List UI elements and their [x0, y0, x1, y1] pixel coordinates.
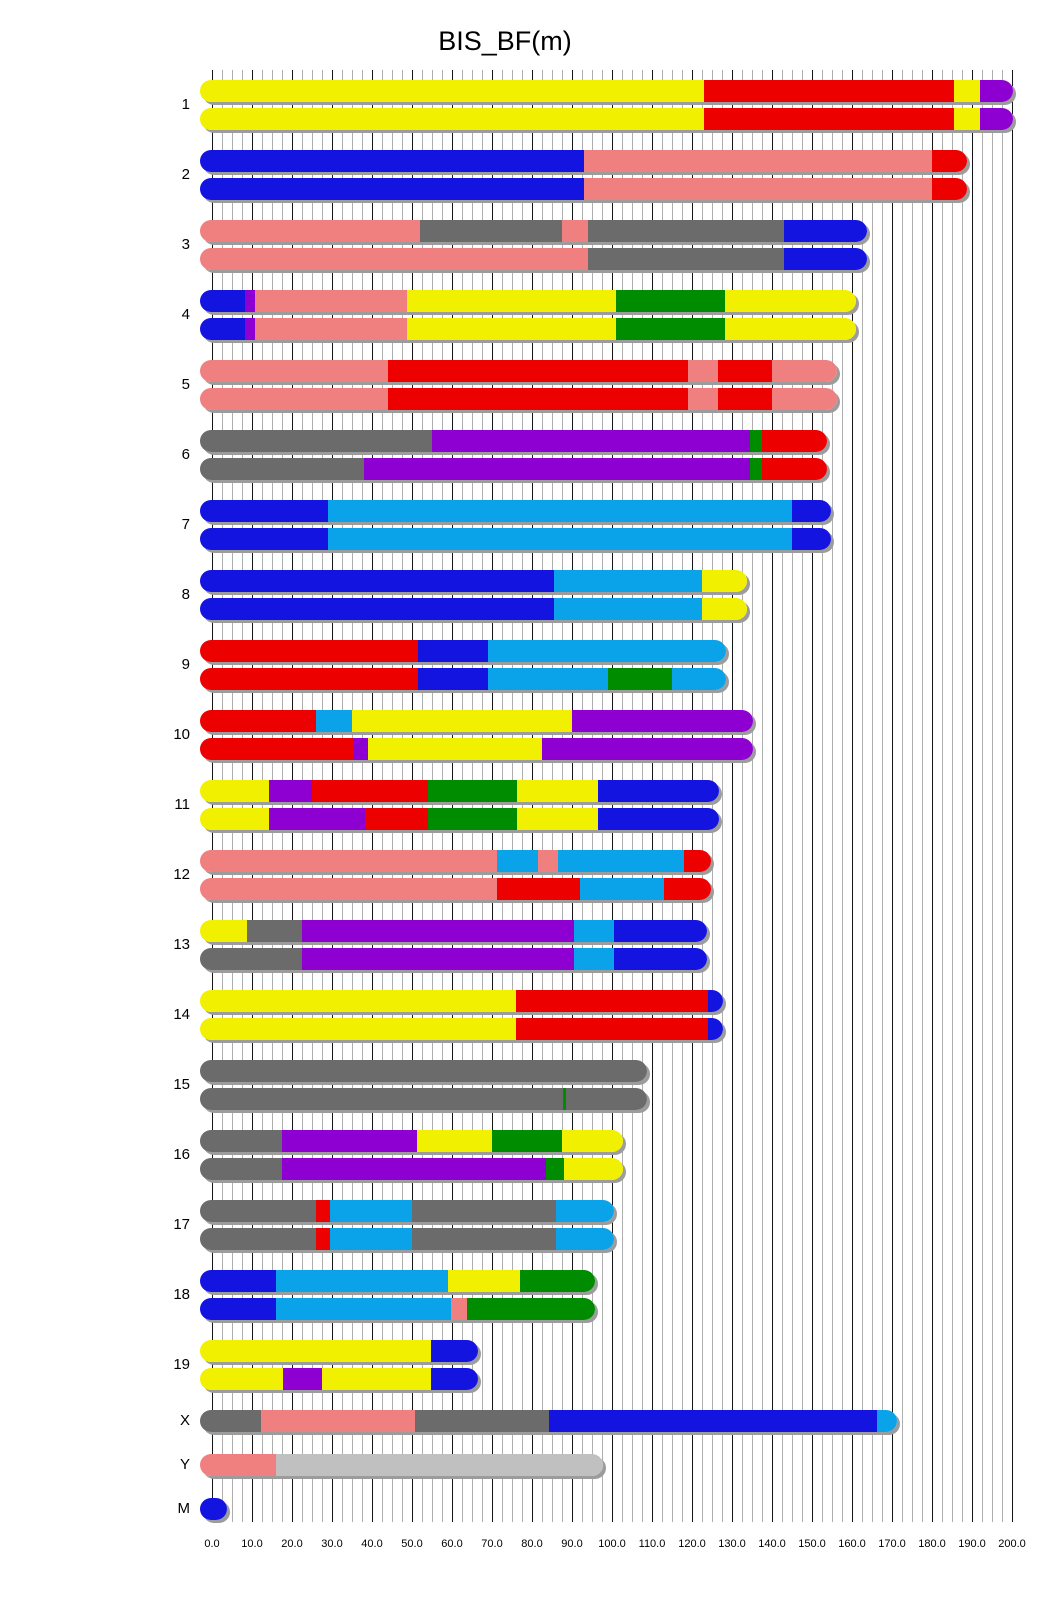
chromosome-segment [417, 1130, 492, 1152]
chromosome-segment [388, 388, 688, 410]
chromosome-label: 8 [181, 586, 190, 603]
chromosome-segment [312, 780, 428, 802]
chromosome-segment [762, 458, 827, 480]
chromosome-bar [200, 1158, 623, 1180]
chromosome-segment [200, 500, 328, 522]
chromosome-segment [200, 388, 388, 410]
minor-gridline [742, 70, 743, 1522]
chromosome-bar [200, 220, 867, 242]
chromosome-segment [574, 920, 614, 942]
minor-gridline [822, 70, 823, 1522]
minor-gridline [862, 70, 863, 1522]
chromosome-segment [554, 598, 702, 620]
chromosome-segment [200, 598, 554, 620]
chromosome-label: M [177, 1500, 190, 1517]
minor-gridline [792, 70, 793, 1522]
chromosome-label: 12 [173, 866, 190, 883]
chromosome-segment [704, 108, 954, 130]
minor-gridline [982, 70, 983, 1522]
chromosome-segment [702, 570, 747, 592]
chromosome-segment [269, 780, 312, 802]
chromosome-segment [200, 738, 354, 760]
major-gridline [812, 70, 813, 1522]
chromosome-segment [200, 220, 420, 242]
chromosome-segment [200, 178, 584, 200]
chromosome-segment [200, 948, 302, 970]
chromosome-segment [932, 178, 967, 200]
chromosome-segment [542, 738, 753, 760]
minor-gridline [872, 70, 873, 1522]
axis-tick-label: 170.0 [878, 1538, 906, 1550]
minor-gridline [912, 70, 913, 1522]
chromosome-segment [407, 318, 616, 340]
axis-tick-label: 130.0 [718, 1538, 746, 1550]
chromosome-segment [497, 850, 538, 872]
chromosome-segment [261, 1410, 415, 1432]
chromosome-segment [200, 1200, 316, 1222]
chromosome-segment [932, 150, 967, 172]
chromosome-bar [200, 108, 1013, 130]
chromosome-segment [247, 920, 302, 942]
chromosome-segment [497, 878, 580, 900]
chromosome-segment [784, 248, 867, 270]
chromosome-label: Y [179, 1456, 190, 1473]
chromosome-segment [588, 220, 784, 242]
chromosome-segment [415, 1410, 549, 1432]
chromosome-bar [200, 1368, 478, 1390]
chromosome-segment [980, 80, 1013, 102]
chromosome-segment [276, 1270, 448, 1292]
chromosome-bar [200, 640, 726, 662]
chromosome-bar [200, 1088, 647, 1110]
chromosome-segment [558, 850, 684, 872]
axis-tick-label: 70.0 [481, 1538, 503, 1550]
chromosome-segment [200, 1018, 516, 1040]
chromosome-segment [276, 1454, 603, 1476]
minor-gridline [962, 70, 963, 1522]
chromosome-bar [200, 1018, 723, 1040]
chromosome-segment [954, 108, 980, 130]
axis-tick-label: 50.0 [401, 1538, 423, 1550]
chromosome-segment [588, 248, 784, 270]
chromosome-segment [564, 1158, 623, 1180]
chromosome-segment [200, 1298, 276, 1320]
chromosome-segment [538, 850, 558, 872]
chromosome-segment [428, 780, 517, 802]
chromosome-segment [200, 1410, 261, 1432]
axis-tick-label: 190.0 [958, 1538, 986, 1550]
chromosome-bar [200, 1228, 614, 1250]
minor-gridline [952, 70, 953, 1522]
chromosome-segment [200, 710, 316, 732]
chromosome-bar [200, 808, 719, 830]
chromosome-segment [672, 668, 726, 690]
chromosome-bar [200, 1060, 647, 1082]
chromosome-segment [418, 668, 488, 690]
chromosome-segment [200, 430, 432, 452]
axis-tick-label: 20.0 [281, 1538, 303, 1550]
minor-gridline [882, 70, 883, 1522]
axis-tick-label: 80.0 [521, 1538, 543, 1550]
chromosome-segment [200, 290, 245, 312]
chromosome-segment [566, 1088, 647, 1110]
chromosome-segment [269, 808, 365, 830]
chromosome-segment [200, 1340, 431, 1362]
chromosome-segment [431, 1340, 478, 1362]
chromosome-label: 10 [173, 726, 190, 743]
chromosome-segment [200, 1270, 276, 1292]
chromosome-segment [556, 1200, 614, 1222]
chromosome-segment [702, 598, 747, 620]
axis-tick-label: 60.0 [441, 1538, 463, 1550]
chromosome-segment [448, 1270, 520, 1292]
chromosome-segment [200, 80, 704, 102]
axis-tick-label: 90.0 [561, 1538, 583, 1550]
minor-gridline [922, 70, 923, 1522]
chromosome-bar [200, 1498, 227, 1520]
chromosome-segment [877, 1410, 897, 1432]
chromosome-label: 2 [181, 166, 190, 183]
chromosome-segment [200, 458, 364, 480]
chromosome-bar [200, 598, 747, 620]
chromosome-label: 14 [173, 1006, 190, 1023]
chromosome-label: 5 [181, 376, 190, 393]
chromosome-segment [330, 1200, 412, 1222]
chromosome-bar [200, 150, 967, 172]
chromosome-segment [255, 318, 407, 340]
chromosome-segment [322, 1368, 430, 1390]
chromosome-segment [418, 640, 488, 662]
chromosome-label: 19 [173, 1356, 190, 1373]
chromosome-label: 15 [173, 1076, 190, 1093]
chromosome-bar [200, 430, 827, 452]
chromosome-segment [200, 1454, 276, 1476]
chromosome-segment [354, 738, 368, 760]
chromosome-segment [598, 780, 719, 802]
chromosome-segment [684, 850, 711, 872]
chromosome-segment [200, 990, 516, 1012]
chromosome-label: 1 [181, 96, 190, 113]
chromosome-segment [200, 1498, 227, 1520]
minor-gridline [1002, 70, 1003, 1522]
chromosome-segment [688, 388, 718, 410]
axis-tick-label: 180.0 [918, 1538, 946, 1550]
chromosome-label: 4 [181, 306, 190, 323]
chromosome-segment [762, 430, 827, 452]
chromosome-bar [200, 1454, 603, 1476]
chromosome-segment [365, 808, 428, 830]
chromosome-segment [664, 878, 711, 900]
chromosome-segment [549, 1410, 877, 1432]
chromosome-segment [200, 1130, 282, 1152]
chromosome-segment [488, 640, 726, 662]
chromosome-bar [200, 248, 867, 270]
minor-gridline [832, 70, 833, 1522]
chromosome-bar [200, 1298, 595, 1320]
chromosome-segment [407, 290, 616, 312]
chromosome-label: 17 [173, 1216, 190, 1233]
major-gridline [772, 70, 773, 1522]
chromosome-segment [784, 220, 867, 242]
chromosome-label: 16 [173, 1146, 190, 1163]
chromosome-segment [616, 318, 725, 340]
chromosome-bar [200, 388, 837, 410]
chromosome-segment [200, 1368, 283, 1390]
chromosome-segment [584, 178, 932, 200]
chromosome-segment [200, 360, 388, 382]
chromosome-segment [718, 360, 772, 382]
chromosome-bar [200, 500, 831, 522]
chromosome-segment [708, 1018, 723, 1040]
chromosome-segment [282, 1158, 546, 1180]
axis-tick-label: 140.0 [758, 1538, 786, 1550]
chromosome-bar [200, 710, 753, 732]
chromosome-segment [492, 1130, 562, 1152]
chromosome-segment [616, 290, 725, 312]
chromosome-segment [431, 1368, 478, 1390]
chromosome-bar [200, 178, 967, 200]
chromosome-bar [200, 780, 719, 802]
chromosome-segment [200, 150, 584, 172]
chromosome-bar [200, 458, 827, 480]
chromosome-bar [200, 878, 711, 900]
minor-gridline [842, 70, 843, 1522]
chromosome-segment [718, 388, 772, 410]
chromosome-segment [614, 920, 708, 942]
chromosome-segment [546, 1158, 564, 1180]
axis-tick-label: 10.0 [241, 1538, 263, 1550]
chromosome-bar [200, 1410, 897, 1432]
axis-tick-label: 200.0 [998, 1538, 1026, 1550]
chromosome-segment [574, 948, 614, 970]
chart-title: BIS_BF(m) [438, 26, 572, 56]
chromosome-bar [200, 668, 726, 690]
chromosome-segment [352, 710, 572, 732]
chromosome-segment [245, 318, 255, 340]
chromosome-segment [556, 1228, 614, 1250]
chromosome-bar [200, 528, 831, 550]
chromosome-label: 18 [173, 1286, 190, 1303]
axis-tick-label: 100.0 [598, 1538, 626, 1550]
chromosome-segment [488, 668, 608, 690]
chromosome-segment [614, 948, 708, 970]
minor-gridline [942, 70, 943, 1522]
chromosome-segment [688, 360, 718, 382]
chromosome-segment [725, 318, 856, 340]
chromosome-segment [725, 290, 856, 312]
chromosome-segment [328, 500, 792, 522]
chromosome-segment [428, 808, 517, 830]
major-gridline [1012, 70, 1013, 1522]
chromosome-bar [200, 318, 856, 340]
chromosome-label: 13 [173, 936, 190, 953]
chromosome-segment [316, 710, 352, 732]
chromosome-segment [388, 360, 688, 382]
chromosome-segment [750, 458, 762, 480]
minor-gridline [762, 70, 763, 1522]
chromosome-label: X [179, 1412, 190, 1429]
axis-tick-label: 160.0 [838, 1538, 866, 1550]
chromosome-bar [200, 360, 837, 382]
chromosome-segment [200, 808, 269, 830]
chromosome-segment [200, 248, 588, 270]
chromosome-segment [368, 738, 542, 760]
chromosome-segment [608, 668, 672, 690]
chromosome-bar [200, 1130, 623, 1152]
chromosome-segment [200, 1158, 282, 1180]
minor-gridline [992, 70, 993, 1522]
chromosome-segment [200, 318, 245, 340]
chromosome-segment [200, 108, 704, 130]
chromosome-segment [200, 640, 418, 662]
chromosome-bar [200, 80, 1013, 102]
chromosome-segment [200, 570, 554, 592]
chromosome-segment [283, 1368, 322, 1390]
axis-tick-label: 0.0 [204, 1538, 220, 1550]
chromosome-segment [200, 1088, 563, 1110]
chromosome-segment [200, 878, 497, 900]
chromosome-segment [245, 290, 255, 312]
minor-gridline [722, 70, 723, 1522]
chromosome-segment [516, 1018, 708, 1040]
chromosome-bar [200, 948, 707, 970]
chromosome-bar [200, 1200, 614, 1222]
chromosome-label: 7 [181, 516, 190, 533]
chromosome-segment [517, 808, 598, 830]
chromosome-segment [980, 108, 1013, 130]
chromosome-segment [467, 1298, 595, 1320]
chromosome-bar [200, 570, 747, 592]
chromosome-segment [517, 780, 598, 802]
chromosome-label: 9 [181, 656, 190, 673]
chromosome-segment [451, 1298, 467, 1320]
chromosome-segment [276, 1298, 451, 1320]
chromosome-label: 6 [181, 446, 190, 463]
chromosome-segment [302, 948, 574, 970]
chromosome-segment [954, 80, 980, 102]
chromosome-segment [412, 1228, 556, 1250]
chromosome-bar [200, 1270, 595, 1292]
chromosome-segment [584, 150, 932, 172]
axis-tick-label: 120.0 [678, 1538, 706, 1550]
chromosome-segment [412, 1200, 556, 1222]
minor-gridline [902, 70, 903, 1522]
chromosome-segment [572, 710, 753, 732]
chromosome-segment [255, 290, 407, 312]
chromosome-segment [580, 878, 664, 900]
chromosome-segment [792, 500, 831, 522]
chromosome-bar [200, 850, 711, 872]
chromosome-segment [554, 570, 702, 592]
chromosome-segment [200, 1060, 647, 1082]
minor-gridline [752, 70, 753, 1522]
chromosome-segment [364, 458, 750, 480]
minor-gridline [782, 70, 783, 1522]
chromosome-segment [200, 668, 418, 690]
chromosome-segment [772, 360, 837, 382]
axis-tick-label: 40.0 [361, 1538, 383, 1550]
chromosome-segment [302, 920, 574, 942]
chromosome-segment [772, 388, 837, 410]
chromosome-segment [316, 1228, 330, 1250]
chromosome-segment [432, 430, 750, 452]
chromosome-segment [792, 528, 831, 550]
chromosome-segment [708, 990, 723, 1012]
chromosome-segment [200, 920, 247, 942]
chromosome-label: 3 [181, 236, 190, 253]
chromosome-segment [200, 780, 269, 802]
chromosome-segment [330, 1228, 412, 1250]
minor-gridline [802, 70, 803, 1522]
chromosome-segment [598, 808, 719, 830]
major-gridline [932, 70, 933, 1522]
major-gridline [732, 70, 733, 1522]
chromosome-segment [200, 850, 497, 872]
chromosome-bar [200, 290, 856, 312]
chromosome-segment [704, 80, 954, 102]
chromosome-segment [520, 1270, 595, 1292]
chromosome-bar [200, 1340, 478, 1362]
chromosome-segment [750, 430, 762, 452]
chromosome-bar [200, 990, 723, 1012]
chromosome-segment [562, 220, 588, 242]
major-gridline [892, 70, 893, 1522]
axis-tick-label: 110.0 [638, 1538, 666, 1550]
chromosome-segment [516, 990, 708, 1012]
chromosome-segment [200, 528, 328, 550]
axis-tick-label: 30.0 [321, 1538, 343, 1550]
chromosome-segment [282, 1130, 417, 1152]
chromosome-segment [562, 1130, 623, 1152]
major-gridline [972, 70, 973, 1522]
chromosome-segment [328, 528, 792, 550]
chromosome-segment [420, 220, 562, 242]
chromosome-bar [200, 738, 753, 760]
chromosome-label: 11 [174, 796, 190, 813]
chromosome-bar [200, 920, 707, 942]
chromosome-segment [200, 1228, 316, 1250]
chromosome-segment [316, 1200, 330, 1222]
axis-tick-label: 150.0 [798, 1538, 826, 1550]
major-gridline [852, 70, 853, 1522]
